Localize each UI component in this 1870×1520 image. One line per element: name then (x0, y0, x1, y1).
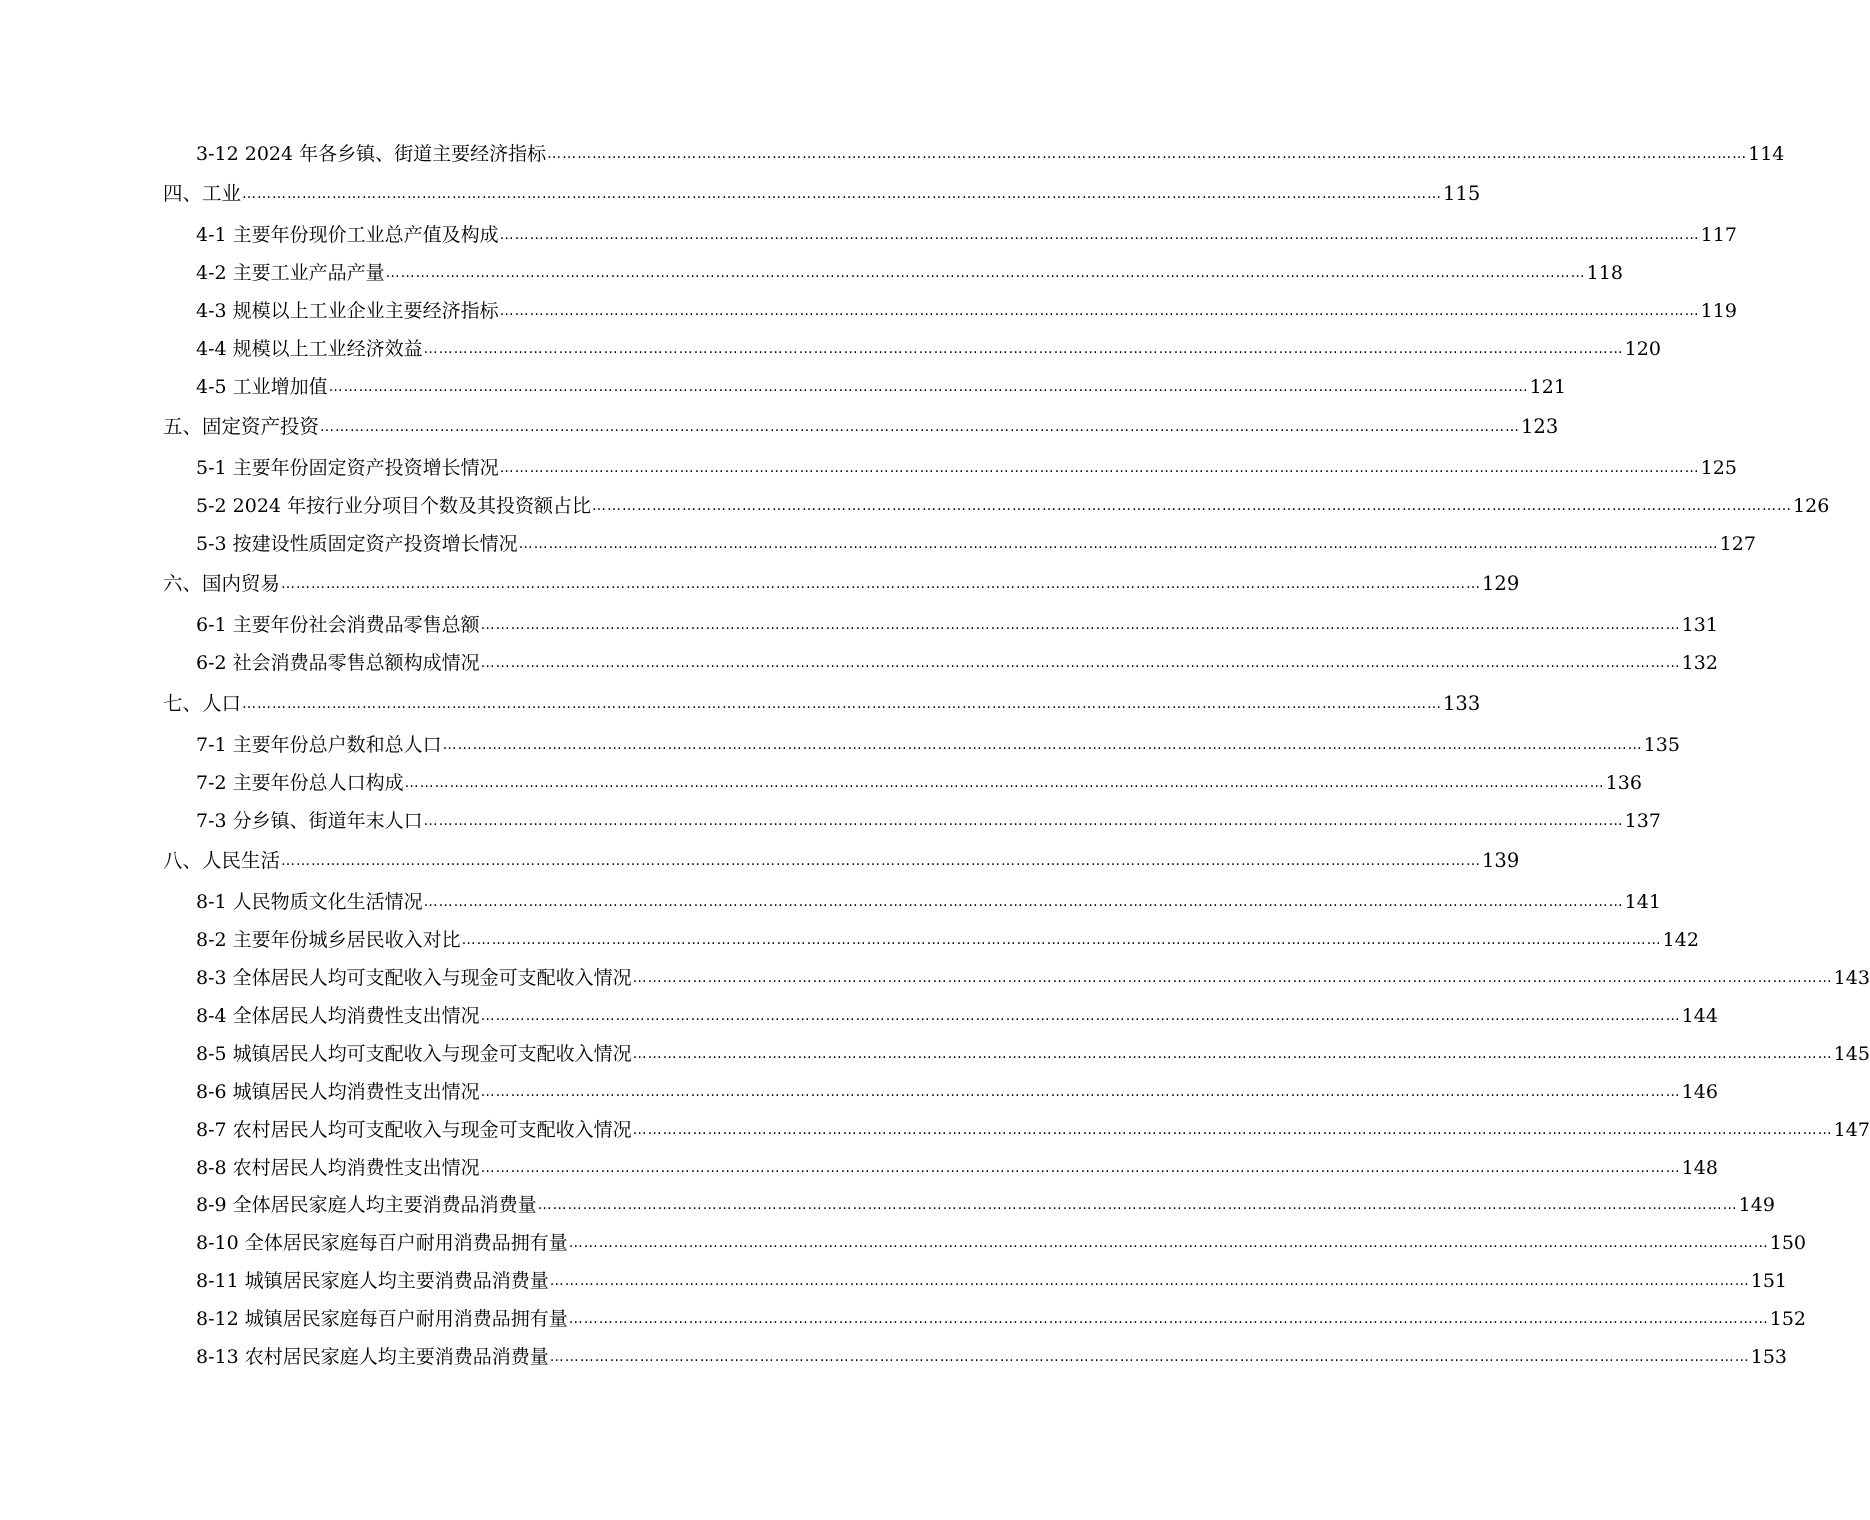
toc-page-number: 144 (1681, 1005, 1718, 1027)
toc-page-number: 142 (1662, 929, 1699, 951)
toc-entry-title: 八、人民生活 (163, 849, 281, 872)
toc-entry-title: 8-8 农村居民人均消费性支出情况 (196, 1157, 480, 1179)
toc-dot-leader: …………………………………………………………………………………………………………………………………………………………………………………………………………………… (549, 1349, 1750, 1365)
toc-page-number: 125 (1700, 457, 1737, 479)
toc-page-number: 151 (1750, 1270, 1787, 1292)
toc-page-number: 147 (1833, 1119, 1870, 1141)
toc-entry-title: 8-4 全体居民人均消费性支出情况 (196, 1005, 480, 1027)
toc-page-number: 145 (1833, 1043, 1870, 1065)
toc-chapter-entry[interactable] (163, 179, 1481, 209)
toc-dot-leader: …………………………………………………………………………………………………………………………………………………………………………………………………………………… (499, 227, 1700, 243)
toc-section-entry[interactable] (196, 1153, 1718, 1183)
toc-dot-leader: …………………………………………………………………………………………………………………………………………………………………………………………………………………… (549, 1273, 1750, 1289)
toc-page-number: 114 (1748, 143, 1785, 165)
toc-page-number: 123 (1521, 415, 1559, 438)
toc-entry-title: 7-1 主要年份总户数和总人口 (196, 734, 442, 756)
toc-dot-leader: …………………………………………………………………………………………………………………………………………………………………………………………………………………… (242, 186, 1443, 202)
toc-dot-leader: …………………………………………………………………………………………………………………………………………………………………………………………………………………… (499, 460, 1700, 476)
toc-section-entry[interactable] (196, 491, 1830, 521)
toc-entry-title: 5-2 2024 年按行业分项目个数及其投资额占比 (196, 495, 592, 517)
toc-section-entry[interactable] (196, 220, 1737, 250)
toc-dot-leader: …………………………………………………………………………………………………………………………………………………………………………………………………………………… (385, 265, 1586, 281)
toc-chapter-entry[interactable] (163, 569, 1520, 599)
toc-page-number: 135 (1643, 734, 1680, 756)
toc-section-entry[interactable] (196, 1039, 1870, 1069)
toc-page-number: 152 (1769, 1308, 1806, 1330)
toc-dot-leader: …………………………………………………………………………………………………………………………………………………………………………………………………………………… (404, 775, 1605, 791)
toc-entry-title: 8-11 城镇居民家庭人均主要消费品消费量 (196, 1270, 549, 1292)
toc-entry-title: 8-13 农村居民家庭人均主要消费品消费量 (196, 1346, 549, 1368)
toc-dot-leader: …………………………………………………………………………………………………………………………………………………………………………………………………………………… (480, 655, 1681, 671)
toc-dot-leader: …………………………………………………………………………………………………………………………………………………………………………………………………………………… (518, 536, 1719, 552)
toc-entry-title: 8-12 城镇居民家庭每百户耐用消费品拥有量 (196, 1308, 568, 1330)
toc-section-entry[interactable] (196, 806, 1661, 836)
toc-section-entry[interactable] (196, 1304, 1806, 1334)
toc-dot-leader: …………………………………………………………………………………………………………………………………………………………………………………………………………………… (480, 1160, 1681, 1176)
toc-page-number: 136 (1605, 772, 1642, 794)
toc-page-number: 117 (1700, 224, 1737, 246)
toc-chapter-entry[interactable] (163, 846, 1520, 876)
toc-section-entry[interactable] (196, 730, 1680, 760)
toc-chapter-entry[interactable] (163, 689, 1481, 719)
toc-section-entry[interactable] (196, 139, 1785, 169)
toc-section-entry[interactable] (196, 258, 1623, 288)
toc-dot-leader: …………………………………………………………………………………………………………………………………………………………………………………………………………………… (499, 303, 1700, 319)
toc-section-entry[interactable] (196, 768, 1642, 798)
toc-entry-title: 7-2 主要年份总人口构成 (196, 772, 404, 794)
toc-section-entry[interactable] (196, 1342, 1787, 1372)
toc-page-number: 127 (1719, 533, 1756, 555)
toc-dot-leader: …………………………………………………………………………………………………………………………………………………………………………………………………………………… (281, 853, 1482, 869)
toc-dot-leader: …………………………………………………………………………………………………………………………………………………………………………………………………………………… (442, 737, 1643, 753)
toc-dot-leader: …………………………………………………………………………………………………………………………………………………………………………………………………………………… (281, 576, 1482, 592)
toc-dot-leader: …………………………………………………………………………………………………………………………………………………………………………………………………………………… (537, 1197, 1738, 1213)
toc-page-number: 143 (1833, 967, 1870, 989)
toc-section-entry[interactable] (196, 334, 1661, 364)
toc-section-entry[interactable] (196, 1190, 1775, 1220)
toc-entry-title: 6-2 社会消费品零售总额构成情况 (196, 652, 480, 674)
toc-entry-title: 四、工业 (163, 182, 242, 205)
toc-section-entry[interactable] (196, 296, 1737, 326)
toc-section-entry[interactable] (196, 963, 1870, 993)
toc-dot-leader: …………………………………………………………………………………………………………………………………………………………………………………………………………………… (328, 379, 1529, 395)
toc-entry-title: 4-1 主要年份现价工业总产值及构成 (196, 224, 499, 246)
toc-dot-leader: …………………………………………………………………………………………………………………………………………………………………………………………………………………… (592, 498, 1793, 514)
toc-section-entry[interactable] (196, 648, 1718, 678)
toc-page-number: 150 (1769, 1232, 1806, 1254)
toc-entry-title: 七、人口 (163, 692, 242, 715)
toc-dot-leader: …………………………………………………………………………………………………………………………………………………………………………………………………………………… (632, 970, 1833, 986)
toc-dot-leader: …………………………………………………………………………………………………………………………………………………………………………………………………………………… (568, 1235, 1769, 1251)
toc-page-number: 153 (1750, 1346, 1787, 1368)
toc-section-entry[interactable] (196, 1115, 1870, 1145)
toc-entry-title: 8-2 主要年份城乡居民收入对比 (196, 929, 461, 951)
toc-section-entry[interactable] (196, 925, 1699, 955)
toc-page-number: 120 (1624, 338, 1661, 360)
toc-entry-title: 4-2 主要工业产品产量 (196, 262, 385, 284)
toc-entry-title: 8-9 全体居民家庭人均主要消费品消费量 (196, 1194, 537, 1216)
toc-dot-leader: …………………………………………………………………………………………………………………………………………………………………………………………………………………… (423, 813, 1624, 829)
toc-section-entry[interactable] (196, 529, 1756, 559)
toc-entry-title: 8-6 城镇居民人均消费性支出情况 (196, 1081, 480, 1103)
toc-page-number: 146 (1681, 1081, 1718, 1103)
toc-page-number: 118 (1586, 262, 1623, 284)
toc-page-number: 132 (1681, 652, 1718, 674)
toc-section-entry[interactable] (196, 1077, 1718, 1107)
toc-entry-title: 4-3 规模以上工业企业主要经济指标 (196, 300, 499, 322)
toc-dot-leader: …………………………………………………………………………………………………………………………………………………………………………………………………………………… (242, 696, 1443, 712)
toc-section-entry[interactable] (196, 1266, 1787, 1296)
toc-page-number: 133 (1443, 692, 1481, 715)
toc-page-number: 131 (1681, 614, 1718, 636)
toc-section-entry[interactable] (196, 372, 1566, 402)
toc-dot-leader: …………………………………………………………………………………………………………………………………………………………………………………………………………………… (320, 419, 1521, 435)
toc-page-number: 139 (1482, 849, 1520, 872)
toc-dot-leader: …………………………………………………………………………………………………………………………………………………………………………………………………………………… (480, 1008, 1681, 1024)
toc-section-entry[interactable] (196, 887, 1661, 917)
toc-entry-title: 3-12 2024 年各乡镇、街道主要经济指标 (196, 143, 547, 165)
toc-entry-title: 4-4 规模以上工业经济效益 (196, 338, 423, 360)
toc-page-number: 115 (1443, 182, 1481, 205)
toc-entry-title: 8-7 农村居民人均可支配收入与现金可支配收入情况 (196, 1119, 632, 1141)
toc-dot-leader: …………………………………………………………………………………………………………………………………………………………………………………………………………………… (461, 932, 1662, 948)
toc-entry-title: 5-1 主要年份固定资产投资增长情况 (196, 457, 499, 479)
toc-dot-leader: …………………………………………………………………………………………………………………………………………………………………………………………………………………… (632, 1046, 1833, 1062)
toc-page-number: 126 (1793, 495, 1830, 517)
toc-dot-leader: …………………………………………………………………………………………………………………………………………………………………………………………………………………… (423, 894, 1624, 910)
toc-entry-title: 8-3 全体居民人均可支配收入与现金可支配收入情况 (196, 967, 632, 989)
toc-entry-title: 六、国内贸易 (163, 572, 281, 595)
toc-page-number: 148 (1681, 1157, 1718, 1179)
toc-entry-title: 8-1 人民物质文化生活情况 (196, 891, 423, 913)
toc-entry-title: 五、固定资产投资 (163, 415, 320, 438)
toc-entry-title: 4-5 工业增加值 (196, 376, 328, 398)
toc-dot-leader: …………………………………………………………………………………………………………………………………………………………………………………………………………………… (547, 146, 1748, 162)
toc-entry-title: 5-3 按建设性质固定资产投资增长情况 (196, 533, 518, 555)
toc-page-number: 121 (1529, 376, 1566, 398)
toc-page-number: 129 (1482, 572, 1520, 595)
toc-page-number: 119 (1700, 300, 1737, 322)
toc-entry-title: 8-10 全体居民家庭每百户耐用消费品拥有量 (196, 1232, 568, 1254)
toc-section-entry[interactable] (196, 453, 1737, 483)
toc-chapter-entry[interactable] (163, 412, 1559, 442)
toc-page-number: 141 (1624, 891, 1661, 913)
toc-page-number: 137 (1624, 810, 1661, 832)
toc-entry-title: 6-1 主要年份社会消费品零售总额 (196, 614, 480, 636)
toc-dot-leader: …………………………………………………………………………………………………………………………………………………………………………………………………………………… (423, 341, 1624, 357)
toc-section-entry[interactable] (196, 1001, 1718, 1031)
toc-dot-leader: …………………………………………………………………………………………………………………………………………………………………………………………………………………… (480, 617, 1681, 633)
toc-page-number: 149 (1738, 1194, 1775, 1216)
toc-entry-title: 8-5 城镇居民人均可支配收入与现金可支配收入情况 (196, 1043, 632, 1065)
toc-dot-leader: …………………………………………………………………………………………………………………………………………………………………………………………………………………… (480, 1084, 1681, 1100)
toc-dot-leader: …………………………………………………………………………………………………………………………………………………………………………………………………………………… (568, 1311, 1769, 1327)
toc-dot-leader: …………………………………………………………………………………………………………………………………………………………………………………………………………………… (632, 1122, 1833, 1138)
toc-section-entry[interactable] (196, 610, 1718, 640)
toc-section-entry[interactable] (196, 1228, 1806, 1258)
toc-entry-title: 7-3 分乡镇、街道年末人口 (196, 810, 423, 832)
